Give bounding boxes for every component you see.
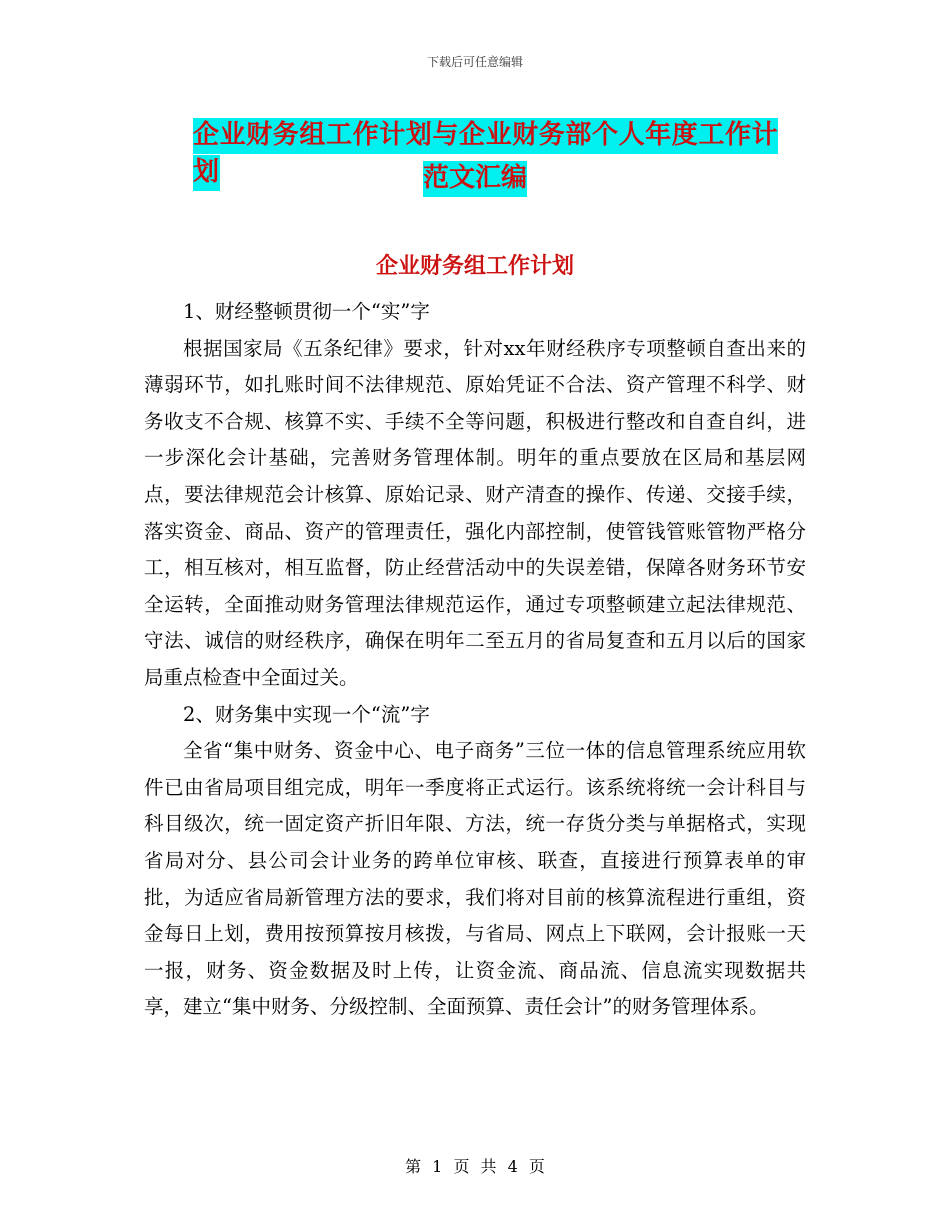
paragraph-item-2-body: 全省“集中财务、资金中心、电子商务”三位一体的信息管理系统应用软件已由省局项目组完成，明年一季度将正式运行。该系统将统一会计科目与科目级次，统一固定资产折旧年限、方法，统一存货分类与单据格式，实现省局对分、县公司会计业务的跨单位审核、联查，直接进行预算表单的审批，为适应省局新管理方法的要求，我们将对目前的核算流程进行重组，资金每日上划，费用按预算按月核拨，与省局、网点上下联网，会计报账一天一报，财务、资金数据及时上传，让资金流、商品流、信息流实现数据共享，建立“集中财务、分级控制、全面预算、责任会计”的财务管理体系。 [144, 739, 806, 1019]
paragraph-item-1-body: 根据国家局《五条纪律》要求，针对xx年财经秩序专项整顿自查出来的薄弱环节，如扎账时间不法律规范、原始凭证不合法、资产管理不科学、财务收支不合规、核算不实、手续不全等问题，积极进行整改和自查自纠，进一步深化会计基础，完善财务管理体制。明年的重点要放在区局和基层网点，要法律规范会计核算、原始记录、财产清查的操作、传递、交接手续，落实资金、商品、资产的管理责任，强化内部控制，使管钱管账管物严格分工，相互核对，相互监督，防止经营活动中的失误差错，保障各财务环节安全运转，全面推动财务管理法律规范运作，通过专项整顿建立起法律规范、守法、诚信的财经秩序，确保在明年二至五月的省局复查和五月以后的国家局重点检查中全面过关。 [144, 336, 806, 689]
document-title-line-2-text: 范文汇编 [423, 161, 527, 197]
document-title-line-2 [0, 157, 950, 194]
document-title-line-1-text: 企业财务组工作计划与企业财务部个人年度工作计划 [193, 118, 778, 191]
section-heading: 企业财务组工作计划 [375, 254, 574, 279]
body-text [144, 294, 806, 1026]
page-footer: 第 1 页 共 4 页 [405, 1157, 545, 1176]
paragraph-item-2-heading: 2、财务集中实现一个“流”字 [183, 702, 430, 726]
header-note: 下载后可任意编辑 [426, 55, 523, 69]
paragraph-item-1-heading: 1、财经整顿贯彻一个“实”字 [183, 300, 430, 323]
